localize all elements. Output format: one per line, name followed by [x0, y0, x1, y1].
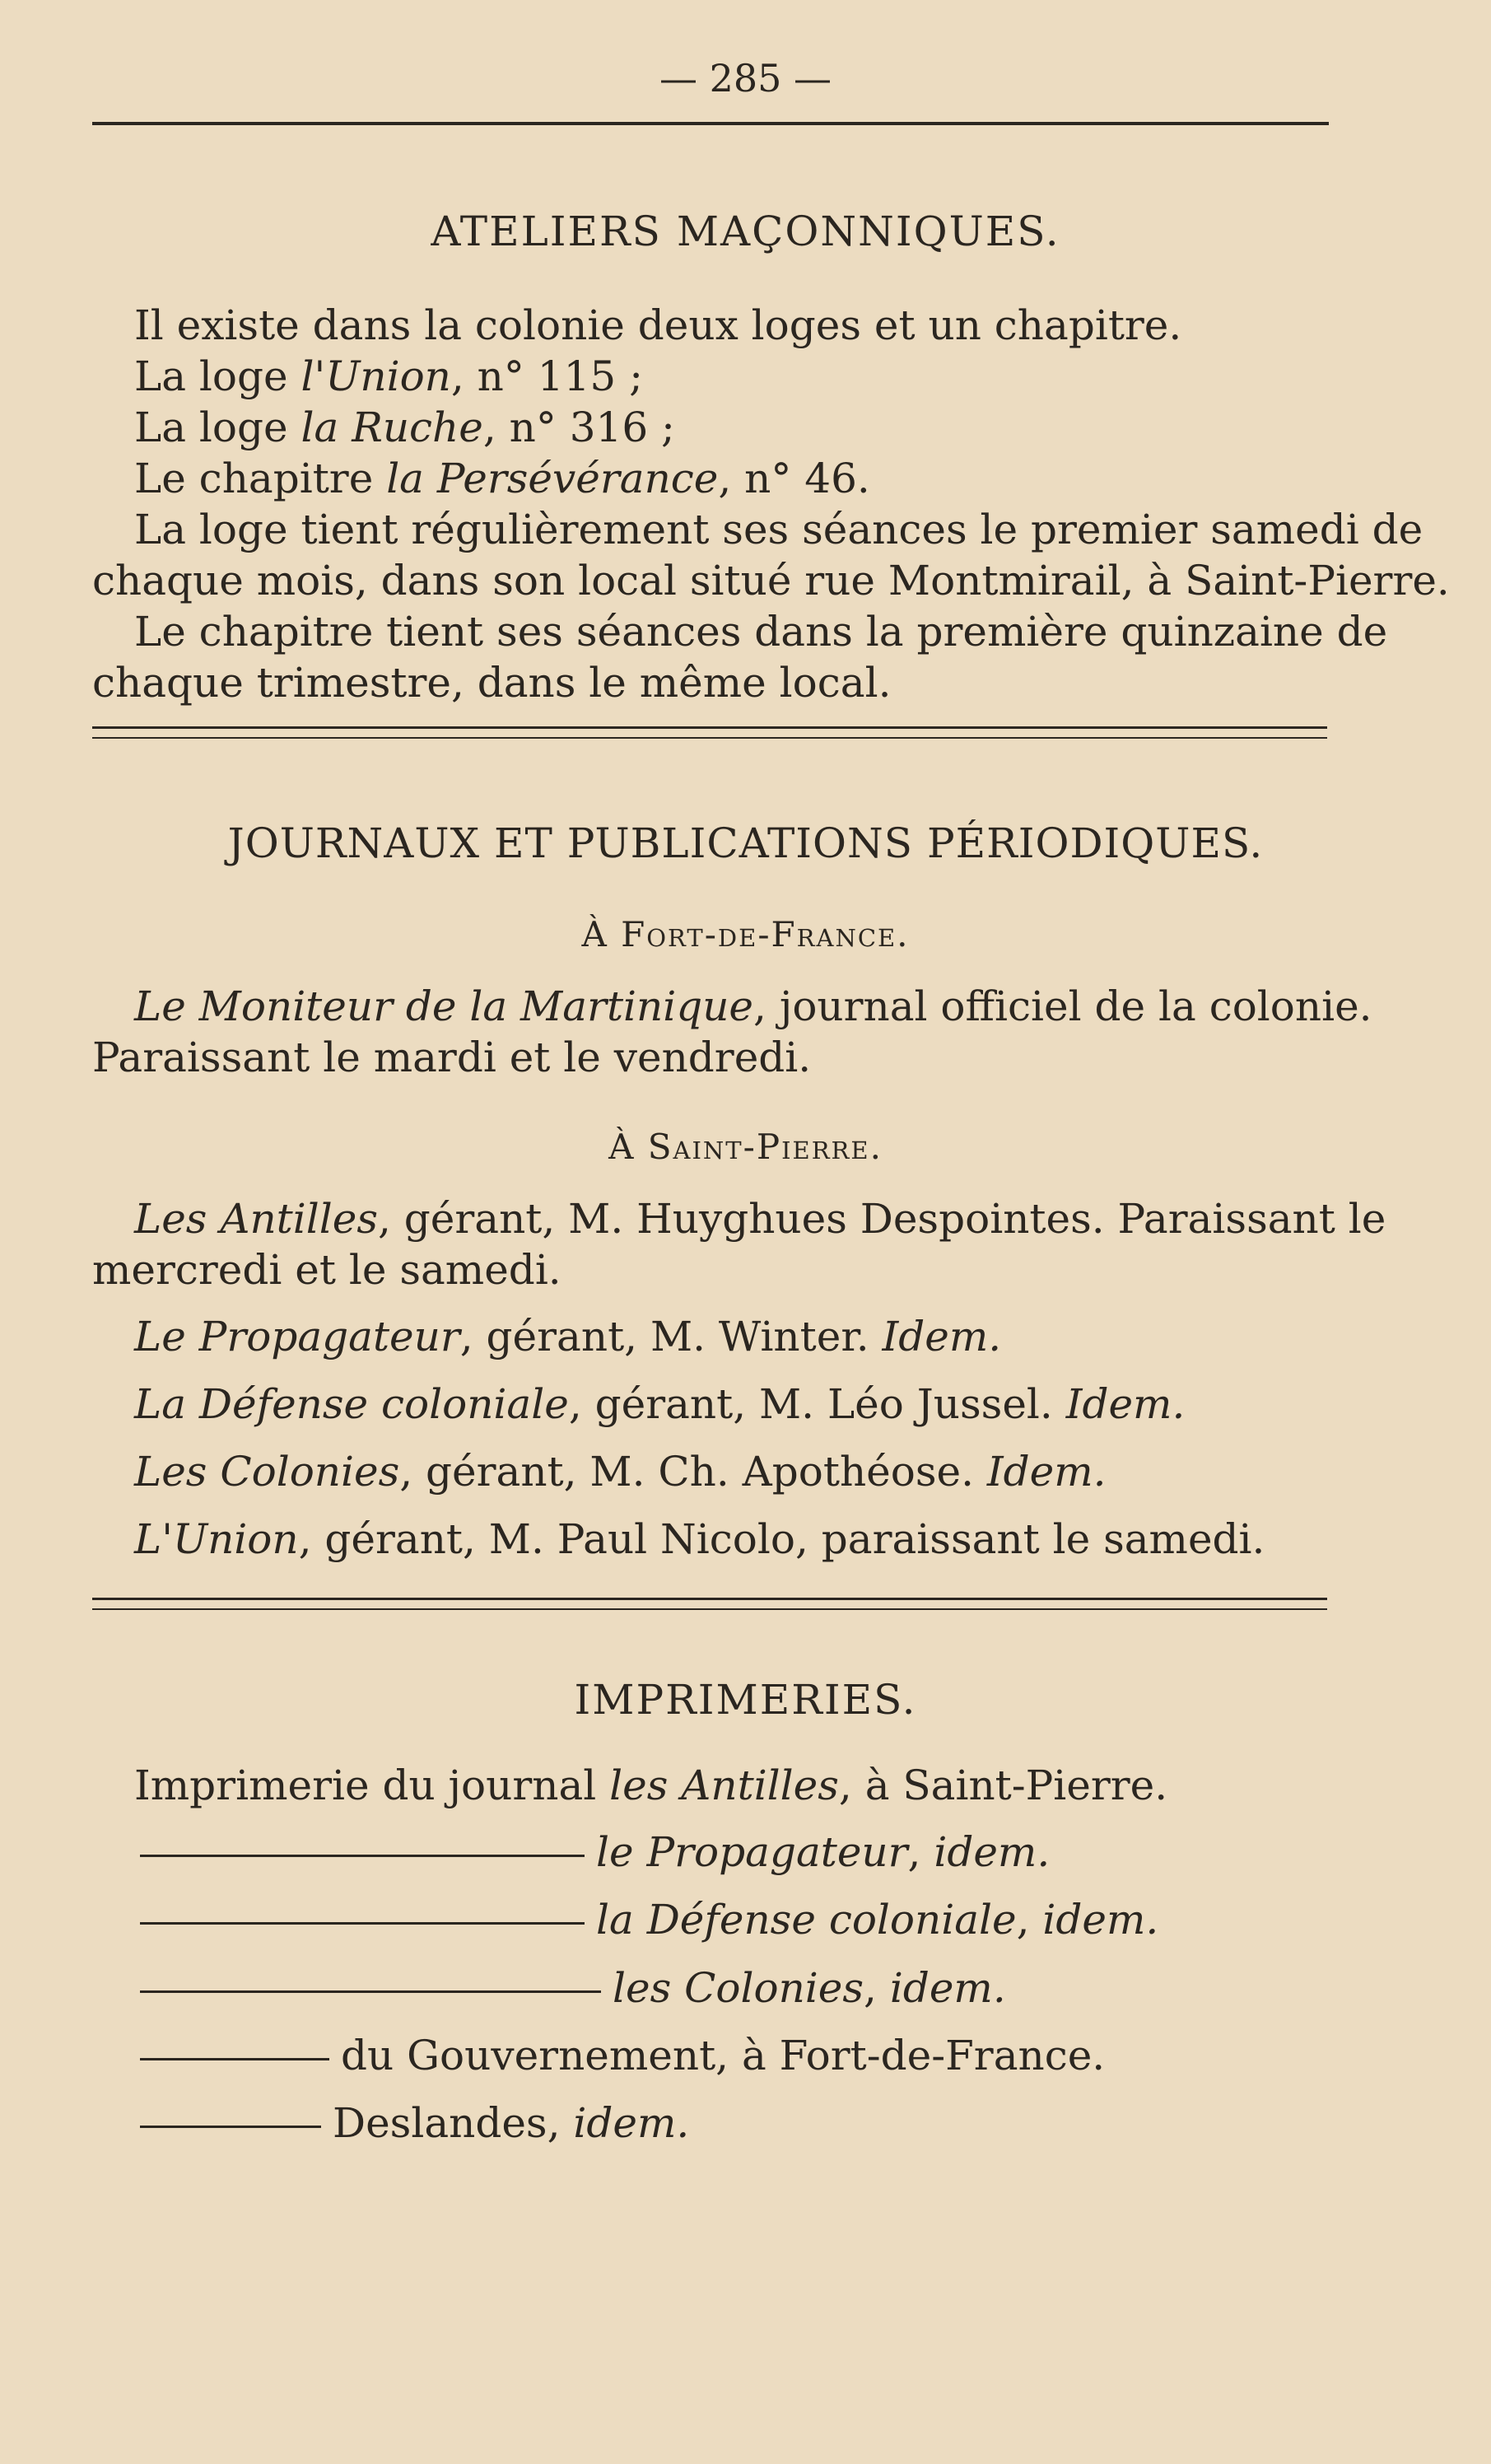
antilles-entry-line2: mercredi et le samedi. [92, 1246, 561, 1294]
antilles-entry: Les Antilles, gérant, M. Huyghues Despointes. Paraissant le [134, 1195, 1386, 1243]
journals-heading: JOURNAUX ET PUBLICATIONS PÉRIODIQUES. [227, 819, 1264, 867]
defense-entry: La Défense coloniale, gérant, M. Léo Jussel. Idem. [134, 1380, 1186, 1428]
masonic-para2-line2: chaque trimestre, dans le même local. [92, 659, 892, 707]
moniteur-entry: Le Moniteur de la Martinique, journal officiel de la colonie. [134, 982, 1372, 1030]
printers-heading: IMPRIMERIES. [574, 1676, 917, 1724]
printer-gouvernement: du Gouvernement, à Fort-de-France. [140, 2035, 1105, 2076]
printer-defense: la Défense coloniale, idem. [140, 1899, 1158, 1940]
moniteur-entry-line2: Paraissant le mardi et le vendredi. [92, 1034, 812, 1081]
printer-deslandes: Deslandes, idem. [140, 2102, 689, 2144]
section-rule-2-bottom [92, 1608, 1327, 1610]
ditto-dash [140, 2126, 321, 2128]
saint-pierre-subheading: À Saint-Pierre. [608, 1127, 883, 1167]
ditto-dash [140, 1990, 601, 1993]
masonic-para2-line1: Le chapitre tient ses séances dans la première quinzaine de [134, 608, 1388, 656]
ditto-dash [140, 1855, 585, 1857]
propagateur-entry: Le Propagateur, gérant, M. Winter. Idem. [134, 1313, 1002, 1360]
top-rule [92, 122, 1329, 125]
colonies-entry: Les Colonies, gérant, M. Ch. Apothéose. Idem. [134, 1448, 1107, 1496]
printer-antilles: Imprimerie du journal les Antilles, à Saint-Pierre. [134, 1762, 1168, 1809]
masonic-line-1: Il existe dans la colonie deux loges et un chapitre. [134, 301, 1182, 349]
fort-de-france-subheading: À Fort-de-France. [581, 914, 910, 954]
section-rule-1-top [92, 726, 1327, 729]
ditto-dash [140, 1922, 585, 1925]
printer-propagateur: le Propagateur, idem. [140, 1832, 1050, 1873]
masonic-line-3: La loge la Ruche, n° 316 ; [134, 404, 675, 451]
masonic-para1-line1: La loge tient régulièrement ses séances le premier samedi de [134, 506, 1423, 553]
masonic-para1-line2: chaque mois, dans son local situé rue Montmirail, à Saint-Pierre. [92, 557, 1450, 604]
masonic-line-4: Le chapitre la Persévérance, n° 46. [134, 455, 870, 502]
ditto-dash [140, 2058, 329, 2060]
printer-colonies: les Colonies, idem. [140, 1967, 1006, 2009]
masonic-heading: ATELIERS MAÇONNIQUES. [431, 208, 1060, 255]
union-entry: L'Union, gérant, M. Paul Nicolo, paraissant le samedi. [134, 1515, 1265, 1563]
section-rule-2-top [92, 1598, 1327, 1600]
page-number: — 285 — [659, 56, 832, 100]
section-rule-1-bottom [92, 737, 1327, 739]
masonic-line-2: La loge l'Union, n° 115 ; [134, 352, 643, 400]
